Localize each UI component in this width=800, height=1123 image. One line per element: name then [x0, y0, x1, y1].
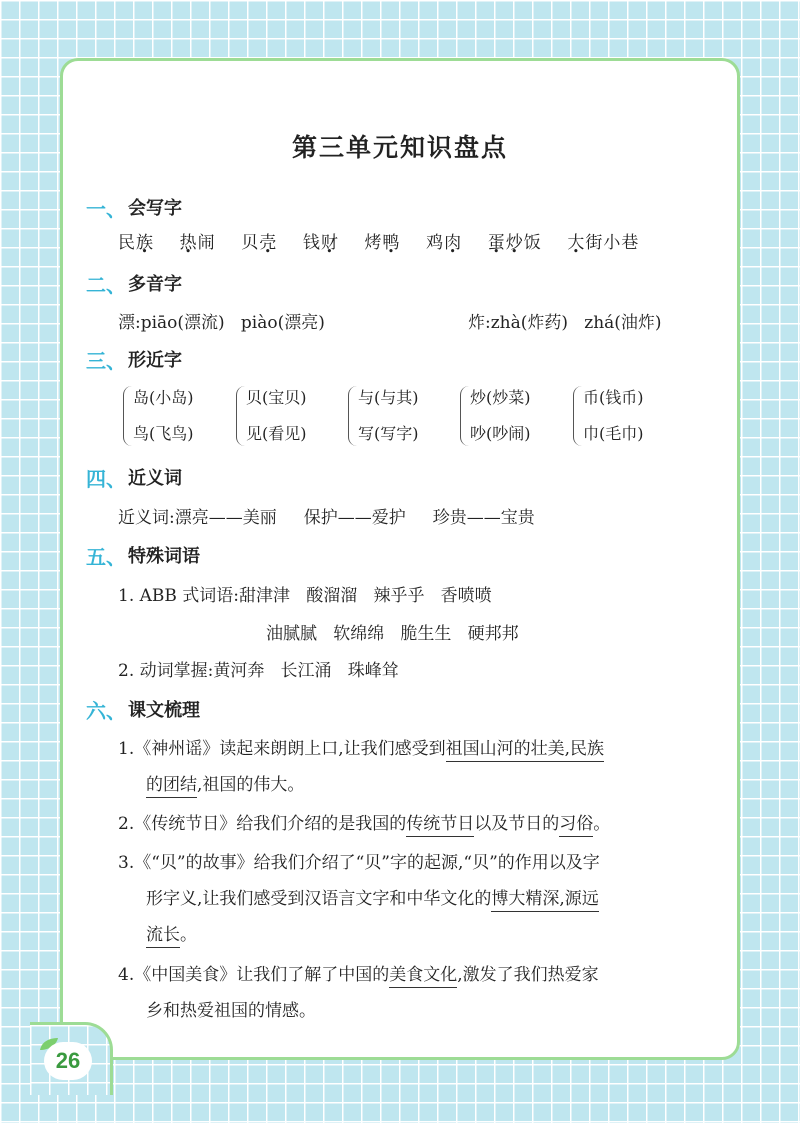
review-item-4: [118, 960, 599, 985]
section-number: 二、: [86, 272, 126, 297]
similar-pair: [358, 380, 419, 452]
similar-a: 炒(炒菜): [470, 388, 531, 407]
synonyms-row: 近义词:漂亮——美丽 保护——爱护 珍贵——宝贵: [118, 508, 535, 528]
brace-icon: [236, 386, 245, 446]
similar-a: 币(钱币): [583, 388, 644, 407]
review-item-2: [118, 809, 610, 834]
section-label: 形近字: [128, 350, 182, 371]
review-item-3-cont-2: [146, 920, 197, 945]
brace-icon: [123, 386, 132, 446]
review-text: 1.《神州谣》读起来朗朗上口,让我们感受到: [118, 739, 446, 759]
review-item-1-cont: [146, 770, 304, 795]
similar-a: 贝(宝贝): [246, 388, 307, 407]
review-item-3-cont: [146, 884, 599, 909]
section-heading-review: [86, 694, 200, 724]
abb-words-line-1: 1. ABB 式词语:甜津津 酸溜溜 辣乎乎 香喷喷: [118, 586, 492, 606]
brace-icon: [460, 386, 469, 446]
section-heading-special: [86, 540, 200, 570]
review-text: 。: [593, 814, 611, 834]
review-text: ,祖国的伟大。: [197, 775, 305, 795]
review-item-4-cont: 乡和热爱祖国的情感。: [146, 1001, 316, 1021]
review-text: 4.《中国美食》让我们了解了中国的: [118, 965, 390, 985]
word-item: 蛋炒饭: [487, 233, 542, 253]
review-text: 以及节日的: [474, 814, 560, 834]
section-heading-similar: [86, 344, 182, 374]
underlined-keyword: 美食文化: [389, 965, 457, 988]
similar-b: 鸟(飞鸟): [133, 424, 194, 443]
similar-b: 吵(吵闹): [470, 424, 531, 443]
section-number: 五、: [86, 544, 126, 569]
review-text: 。: [180, 925, 197, 945]
underlined-keyword: 习俗: [559, 814, 593, 837]
similar-pair: [470, 380, 531, 452]
underlined-keyword: 祖国山河的壮美,民族: [446, 739, 604, 762]
review-text: 形字义,让我们感受到汉语言文字和中华文化的: [146, 889, 492, 909]
section-label: 特殊词语: [128, 546, 200, 567]
similar-b: 写(写字): [358, 424, 419, 443]
review-item-1: [118, 734, 604, 759]
review-item-3: 3.《“贝”的故事》给我们介绍了“贝”字的起源,“贝”的作用以及字: [118, 853, 600, 873]
similar-pair: [246, 380, 307, 452]
brace-icon: [348, 386, 357, 446]
word-item: 烤鸭: [364, 233, 401, 253]
word-item: 钱财: [302, 233, 339, 253]
similar-pair: [583, 380, 644, 452]
verb-words-line: 2. 动词掌握:黄河奔 长江涌 珠峰耸: [118, 661, 399, 681]
section-label: 多音字: [128, 274, 182, 295]
underlined-keyword: 博大精深,源远: [491, 889, 598, 912]
word-item: 贝壳: [241, 233, 278, 253]
word-item: 民族: [118, 233, 154, 253]
review-text: ,激发了我们热爱家: [457, 965, 599, 985]
section-heading-synonyms: [86, 462, 182, 492]
page-number: 26: [44, 1042, 92, 1080]
underlined-keyword: 的团结: [146, 775, 197, 798]
similar-a: 与(与其): [358, 388, 419, 407]
underlined-keyword: 传统节日: [406, 814, 474, 837]
underlined-keyword: 流长: [146, 925, 180, 948]
word-item: 热闹: [179, 233, 216, 253]
section-heading-writing: [86, 192, 182, 222]
polyphone-left: 漂:piāo(漂流) piào(漂亮): [118, 313, 325, 333]
brace-icon: [573, 386, 582, 446]
section-number: 一、: [86, 196, 126, 221]
similar-b: 见(看见): [246, 424, 307, 443]
similar-a: 岛(小岛): [133, 388, 194, 407]
section-number: 四、: [86, 466, 126, 491]
section-number: 六、: [86, 698, 126, 723]
writing-words-row: [118, 228, 639, 253]
word-item: 鸡肉: [426, 233, 463, 253]
similar-pair: [133, 380, 194, 452]
section-number: 三、: [86, 348, 126, 373]
review-text: 2.《传统节日》给我们介绍的是我国的: [118, 814, 407, 834]
similar-b: 巾(毛巾): [583, 424, 644, 443]
word-item: 大街小巷: [567, 233, 640, 253]
section-label: 课文梳理: [128, 700, 200, 721]
section-label: 会写字: [128, 198, 182, 219]
section-label: 近义词: [128, 468, 182, 489]
polyphone-right: 炸:zhà(炸药) zhá(油炸): [468, 313, 662, 333]
abb-words-line-2: 油腻腻 软绵绵 脆生生 硬邦邦: [266, 624, 519, 644]
page-title: 第三单元知识盘点: [291, 133, 508, 162]
section-heading-polyphones: [86, 268, 182, 298]
